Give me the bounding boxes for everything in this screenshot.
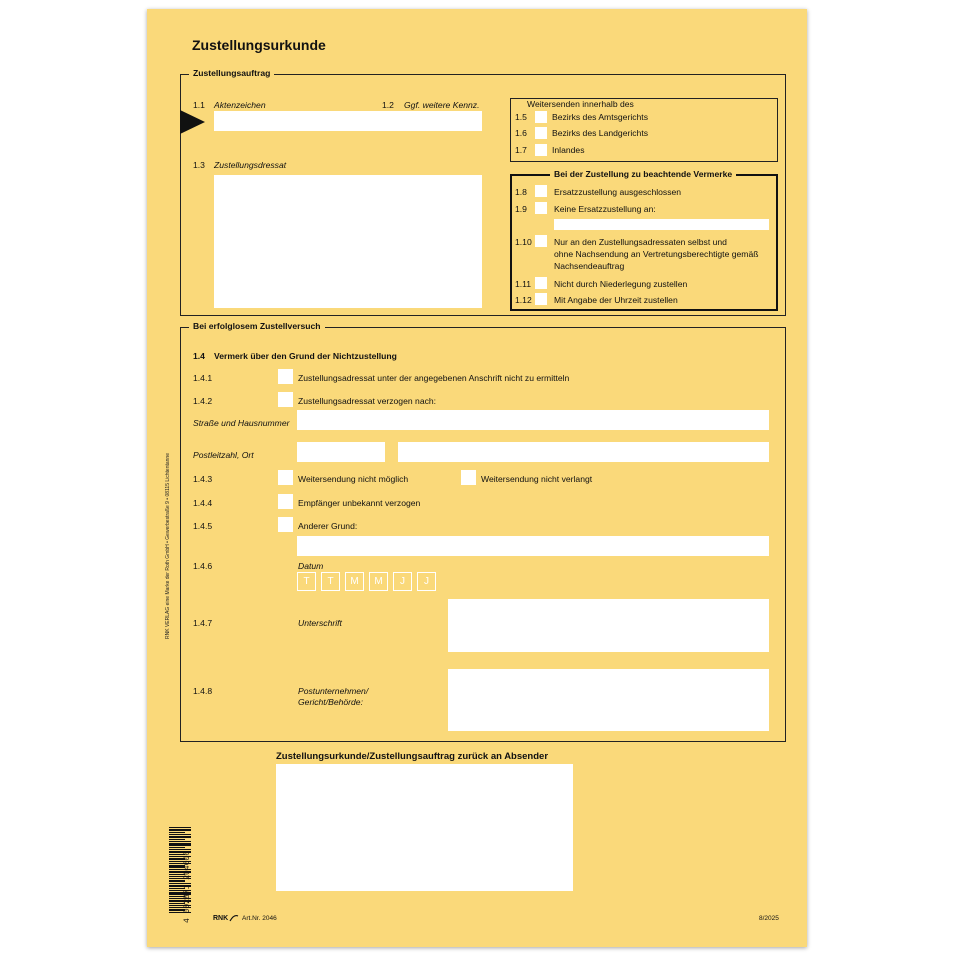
checkbox-1-11[interactable] xyxy=(535,277,547,289)
num-1-4-5: 1.4.5 xyxy=(193,521,213,531)
checkbox-1-7[interactable] xyxy=(535,144,547,156)
plz-field[interactable] xyxy=(297,442,385,462)
date-box-day-2[interactable]: T xyxy=(321,572,340,591)
label-1-11: Nicht durch Niederlegung zustellen xyxy=(554,279,688,289)
aktenzeichen-field[interactable] xyxy=(214,111,482,131)
label-1-5: Bezirks des Amtsgerichts xyxy=(552,112,648,122)
form-title: Zustellungsurkunde xyxy=(192,37,326,53)
num-1-8: 1.8 xyxy=(515,187,527,197)
num-1-4-6: 1.4.6 xyxy=(193,561,213,571)
auftrag-legend: Zustellungsauftrag xyxy=(189,69,274,78)
checkbox-1-9[interactable] xyxy=(535,202,547,214)
ersatzzustellung-field[interactable] xyxy=(554,219,769,230)
num-1-4-4: 1.4.4 xyxy=(193,498,213,508)
num-1-10: 1.10 xyxy=(515,237,532,247)
label-1-4-3-b: Weitersendung nicht verlangt xyxy=(481,474,593,484)
barcode-number: 4 002871 204606 xyxy=(183,850,192,923)
checkbox-1-4-4[interactable] xyxy=(278,494,293,509)
label-1-4-2: Zustellungsadressat verzogen nach: xyxy=(298,396,437,406)
checkbox-1-4-3-a[interactable] xyxy=(278,470,293,485)
datum-label: Datum xyxy=(298,561,324,571)
num-1-4: 1.4 xyxy=(193,351,205,361)
checkbox-1-6[interactable] xyxy=(535,127,547,139)
edition-date: 8/2025 xyxy=(759,915,779,922)
date-box-month-1[interactable]: M xyxy=(345,572,364,591)
num-1-6: 1.6 xyxy=(515,128,527,138)
return-address-field[interactable] xyxy=(276,764,573,891)
form-sheet xyxy=(147,9,807,947)
num-1-11: 1.11 xyxy=(515,279,532,289)
postunternehmen-label-b: Gericht/Behörde: xyxy=(298,697,363,707)
kennz-label: Ggf. weitere Kennz. xyxy=(404,100,480,110)
versuch-legend: Bei erfolglosem Zustellversuch xyxy=(189,322,325,331)
arrow-marker-icon xyxy=(180,110,206,134)
ort-field[interactable] xyxy=(398,442,769,462)
label-1-4-5: Anderer Grund: xyxy=(298,521,358,531)
label-1-10-c: Nachsendeauftrag xyxy=(554,261,625,271)
num-1-4-2: 1.4.2 xyxy=(193,396,213,406)
num-1-4-3: 1.4.3 xyxy=(193,474,213,484)
label-1-9: Keine Ersatzzustellung an: xyxy=(554,204,656,214)
label-1-4-1: Zustellungsadressat unter der angegebenen Anschrift nicht zu ermitteln xyxy=(298,373,570,383)
label-1-8: Ersatzzustellung ausgeschlossen xyxy=(554,187,682,197)
num-1-1: 1.1 xyxy=(193,100,205,110)
checkbox-1-10[interactable] xyxy=(535,235,547,247)
adressat-field[interactable] xyxy=(214,175,482,308)
postunternehmen-label-a: Postunternehmen/ xyxy=(298,686,369,696)
checkbox-1-4-5[interactable] xyxy=(278,517,293,532)
checkbox-1-5[interactable] xyxy=(535,111,547,123)
strasse-label: Straße und Hausnummer xyxy=(193,418,290,428)
label-1-10-a: Nur an den Zustellungsadressaten selbst und xyxy=(554,237,727,247)
date-box-year-2[interactable]: J xyxy=(417,572,436,591)
label-1-7: Inlandes xyxy=(552,145,585,155)
label-1-10-b: ohne Nachsendung an Vertretungsberechtigte gemäß xyxy=(554,249,759,259)
label-1-4-4: Empfänger unbekannt verzogen xyxy=(298,498,421,508)
plz-label: Postleitzahl, Ort xyxy=(193,450,254,460)
aktenzeichen-label: Aktenzeichen xyxy=(214,100,266,110)
num-1-4-1: 1.4.1 xyxy=(193,373,213,383)
label-1-4-3-a: Weitersendung nicht möglich xyxy=(298,474,409,484)
num-1-9: 1.9 xyxy=(515,204,527,214)
checkbox-1-4-1[interactable] xyxy=(278,369,293,384)
date-input-group[interactable] xyxy=(297,572,437,592)
unterschrift-field[interactable] xyxy=(448,599,769,652)
vermerk-heading: Vermerk über den Grund der Nichtzustellung xyxy=(214,351,397,361)
strasse-field[interactable] xyxy=(297,410,769,430)
date-box-month-2[interactable]: M xyxy=(369,572,388,591)
article-number: Art.Nr. 2046 xyxy=(242,915,277,922)
label-1-12: Mit Angabe der Uhrzeit zustellen xyxy=(554,295,678,305)
num-1-7: 1.7 xyxy=(515,145,527,155)
date-box-year-1[interactable]: J xyxy=(393,572,412,591)
return-label: Zustellungsurkunde/Zustellungsauftrag zurück an Absender xyxy=(276,751,549,762)
brand-logo: RNK xyxy=(213,915,229,922)
num-1-4-8: 1.4.8 xyxy=(193,686,213,696)
checkbox-1-4-2[interactable] xyxy=(278,392,293,407)
vermerke-header: Bei der Zustellung zu beachtende Vermerke xyxy=(550,170,736,179)
checkbox-1-8[interactable] xyxy=(535,185,547,197)
adressat-label: Zustellungsdressat xyxy=(214,160,287,170)
num-1-3: 1.3 xyxy=(193,160,205,170)
checkbox-1-4-3-b[interactable] xyxy=(461,470,476,485)
publisher-side-text: RNK VERLAG eine Marke der Roth GmbH • Gewerbestraße 9 • 08115 Lichtentanne xyxy=(165,453,171,639)
num-1-12: 1.12 xyxy=(515,295,532,305)
checkbox-1-12[interactable] xyxy=(535,293,547,305)
postunternehmen-field[interactable] xyxy=(448,669,769,731)
num-1-5: 1.5 xyxy=(515,112,527,122)
weitersenden-header: Weitersenden innerhalb des xyxy=(527,99,634,109)
label-1-6: Bezirks des Landgerichts xyxy=(552,128,649,138)
logo-swoosh-icon xyxy=(229,913,239,923)
num-1-4-7: 1.4.7 xyxy=(193,618,213,628)
date-box-day-1[interactable]: T xyxy=(297,572,316,591)
num-1-2: 1.2 xyxy=(382,100,394,110)
anderer-grund-field[interactable] xyxy=(297,536,769,556)
unterschrift-label: Unterschrift xyxy=(298,618,342,628)
